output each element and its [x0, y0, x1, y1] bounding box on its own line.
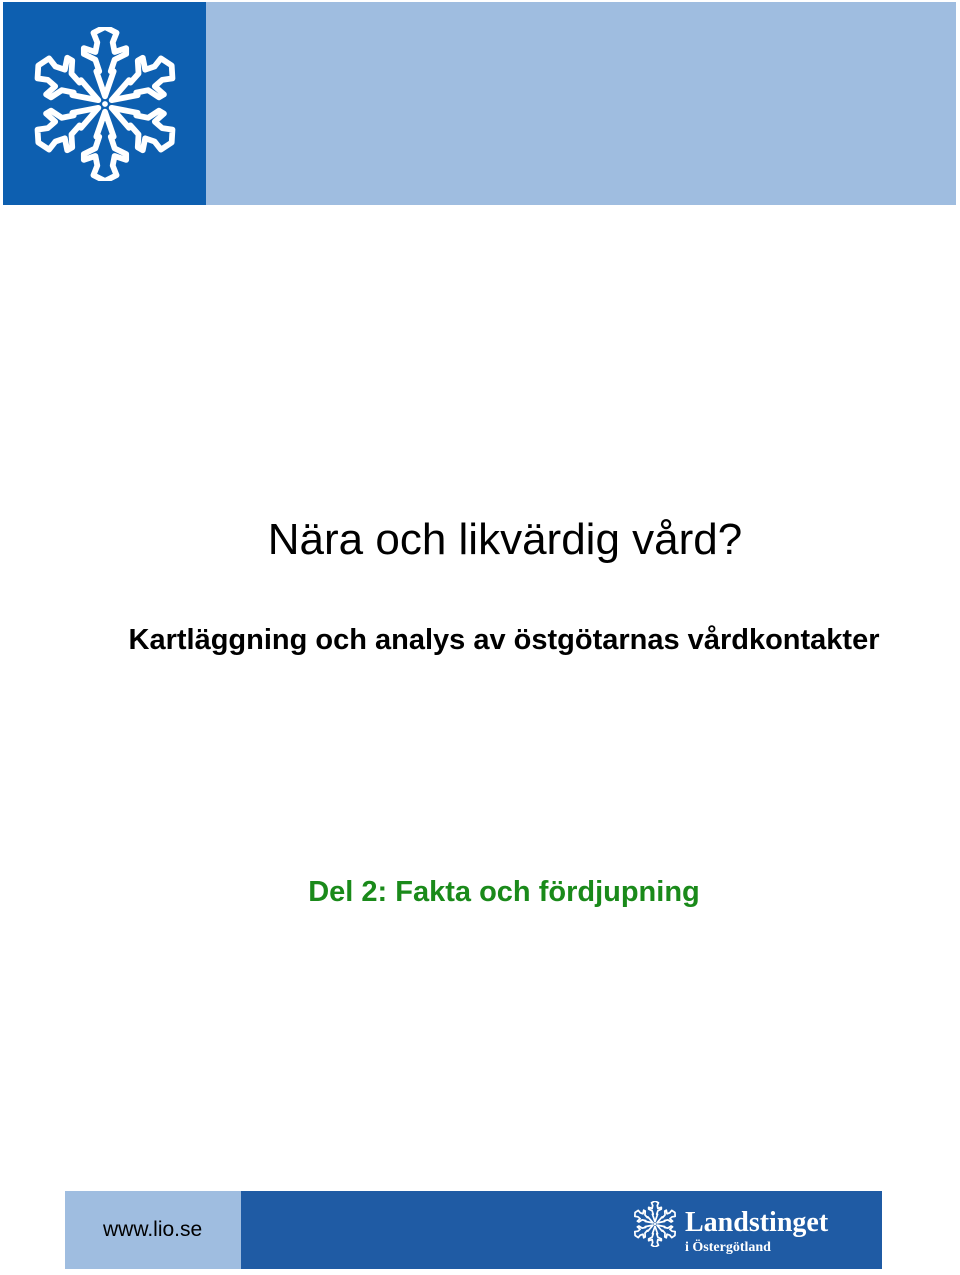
footer-url-link[interactable]: www.lio.se: [103, 1218, 203, 1241]
snowflake-flower-icon: [28, 27, 182, 181]
document-part: Del 2: Fakta och fördjupning: [308, 876, 700, 908]
footer-band: [65, 1191, 882, 1269]
document-title: Nära och likvärdig vård?: [267, 515, 743, 564]
footer-brand-region: i Östergötland: [685, 1240, 771, 1255]
footer-brand-name: Landstinget: [685, 1207, 829, 1238]
snowflake-flower-icon: [632, 1201, 678, 1247]
footer-logo: [632, 1201, 872, 1261]
footer-url-box: [65, 1191, 241, 1269]
document-subtitle: Kartläggning och analys av östgötarnas vårdkontakter: [128, 624, 880, 656]
header-band: [3, 2, 956, 205]
header-logo-box: [3, 2, 206, 205]
